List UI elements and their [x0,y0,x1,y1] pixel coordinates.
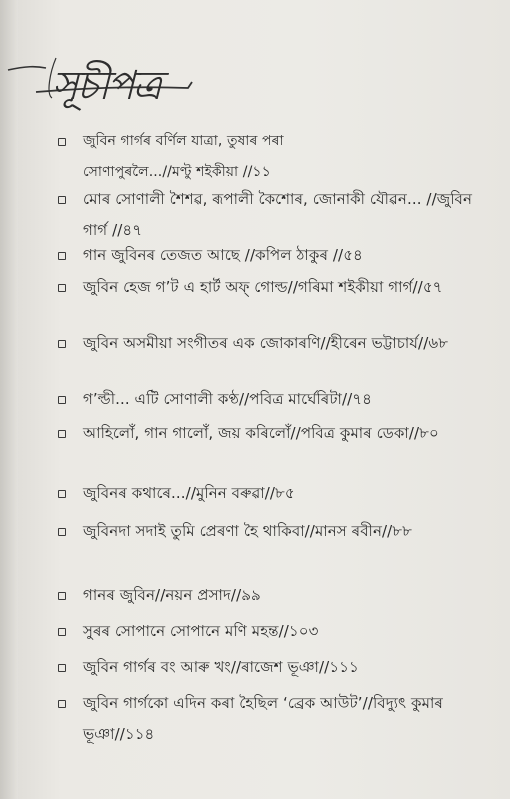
toc-entry[interactable] [58,126,498,188]
checkbox-bullet-icon [58,700,66,708]
toc-entry-text: জুবিন গাৰ্গৰ বৰ্ণিল যাত্ৰা, তুষাৰ পৰা সোণাপুৰলৈ...//মণ্টু শইকীয়া //১১ [83,133,284,180]
toc-entry[interactable] [58,580,498,611]
toc-entry[interactable] [58,328,498,359]
toc-entry[interactable] [58,616,498,647]
toc-entry[interactable] [58,516,498,547]
toc-entry-text: জুবিন গাৰ্গৰ বং আৰু খং//ৰাজেশ ভূঞা//১১১ [83,658,359,676]
checkbox-bullet-icon [58,196,66,204]
checkbox-bullet-icon [58,138,66,146]
toc-entry-text: গান জুবিনৰ তেজত আছে //কপিল ঠাকুৰ //৫৪ [83,246,363,264]
checkbox-bullet-icon [58,396,66,404]
toc-entry[interactable] [58,478,498,509]
toc-entry-text: জুবিনৰ কথাৰে...//মুনিন বৰুৱা//৮৫ [83,484,295,502]
toc-entry[interactable] [58,652,498,683]
checkbox-bullet-icon [58,592,66,600]
toc-entry-text: জুবিন হেজ গ’ট এ হাৰ্ট অফ্ গোল্ড//গৰিমা শইকীয়া গাৰ্গ//৫৭ [83,278,443,296]
checkbox-bullet-icon [58,252,66,260]
toc-entry[interactable] [58,688,498,750]
toc-entry[interactable] [58,184,498,246]
toc-entry-text: আহিলোঁ, গান গালোঁ, জয় কৰিলোঁ//পবিত্ৰ কুমাৰ ডেকা//৮০ [83,424,439,442]
page-gutter-shadow [0,0,18,799]
checkbox-bullet-icon [58,340,66,348]
toc-entry-text: গ’ল্ডী... এটি সোণালী কণ্ঠ//পবিত্ৰ মাৰ্ঘেৰিটা//৭৪ [83,390,372,408]
checkbox-bullet-icon [58,664,66,672]
checkbox-bullet-icon [58,628,66,636]
toc-entry-text: জুবিন গাৰ্গকো এদিন কৰা হৈছিল ‘ব্ৰেক আউট’//বিদ্যুৎ কুমাৰ ভূঞা//১১৪ [83,694,443,743]
page-title: সূচীপত্ৰ [52,63,160,109]
toc-entry-text: সুৰৰ সোপানে সোপানে মণি মহন্ত//১০৩ [83,622,319,640]
toc-entry-text: মোৰ সোণালী শৈশৱ, ৰূপালী কৈশোৰ, জোনাকী যৌৱন... //জুবিন গাৰ্গ //৪৭ [83,190,473,239]
checkbox-bullet-icon [58,528,66,536]
contents-heading [6,36,226,116]
checkbox-bullet-icon [58,284,66,292]
toc-entry[interactable] [58,418,498,449]
toc-entry[interactable] [58,240,498,271]
toc-entry[interactable] [58,272,498,303]
checkbox-bullet-icon [58,430,66,438]
checkbox-bullet-icon [58,490,66,498]
toc-entry-text: গানৰ জুবিন//নয়ন প্ৰসাদ//৯৯ [83,586,261,604]
toc-entry-text: জুবিনদা সদাই তুমি প্ৰেৰণা হৈ থাকিবা//মানস ৰবীন//৮৮ [83,522,412,540]
toc-entry[interactable] [58,384,498,415]
toc-entry-text: জুবিন অসমীয়া সংগীতৰ এক জোকাৰণি//হীৰেন ভট্টাচাৰ্য//৬৮ [83,334,449,352]
